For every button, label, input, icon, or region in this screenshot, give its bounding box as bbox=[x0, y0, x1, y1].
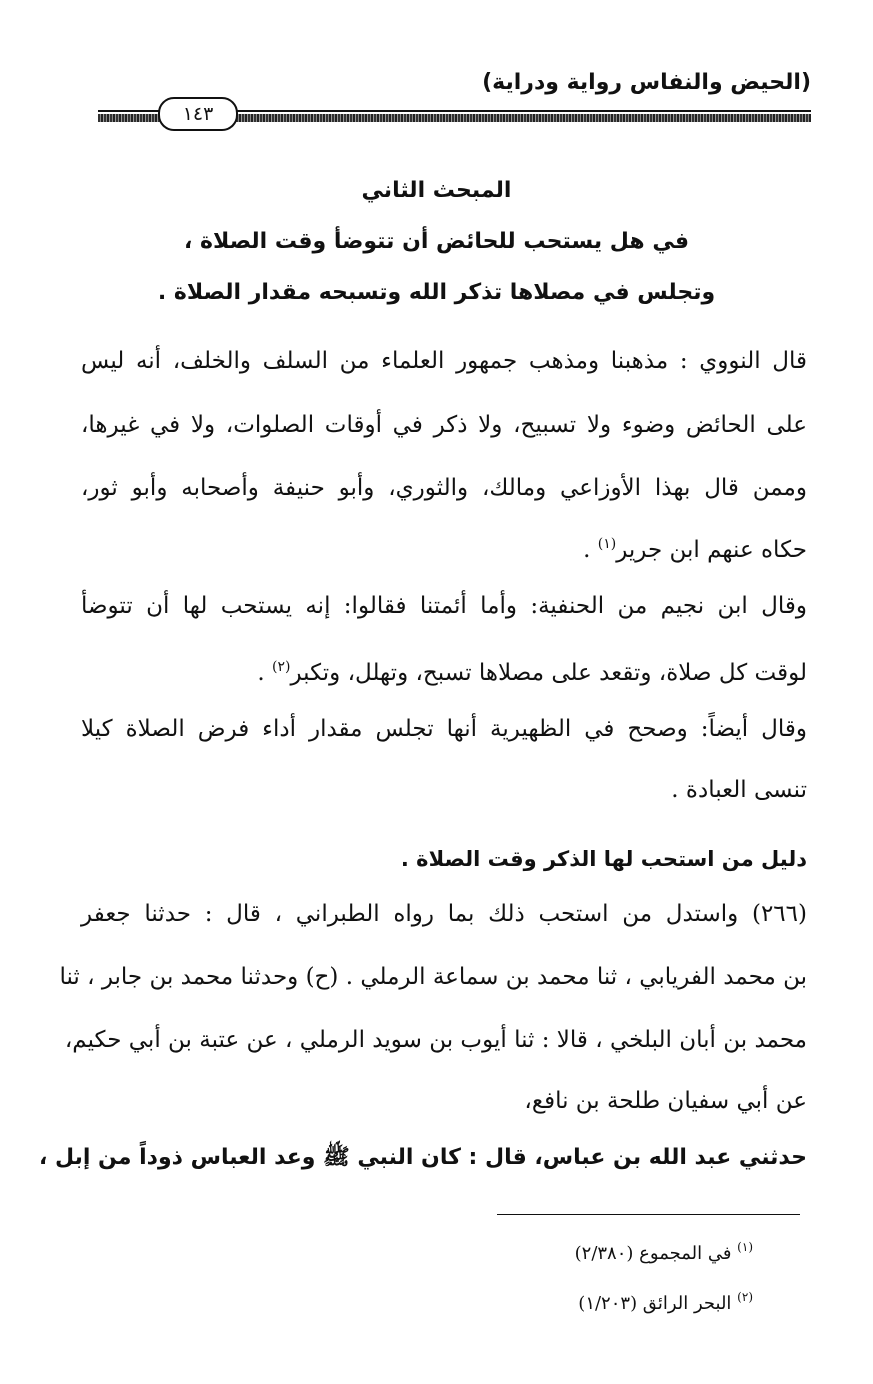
section-subtitle-line-1: في هل يستحب للحائض أن تتوضأ وقت الصلاة ، bbox=[183, 229, 689, 254]
footnote-text: البحر الرائق (١/٢٠٣) bbox=[578, 1293, 732, 1314]
footnote-1 bbox=[575, 1240, 753, 1264]
footnote-number: (٢) bbox=[737, 1290, 753, 1304]
body-line: بن محمد الفريابي ، ثنا محمد بن سماعة الرملي . (ح) وحدثنا محمد بن جابر ، ثنا bbox=[59, 964, 807, 990]
body-line-bold: حدثني عبد الله بن عباس، قال : كان النبي ﷺ وعد العباس ذوداً من إبل ، bbox=[38, 1145, 807, 1170]
body-text: لوقت كل صلاة، وتقعد على مصلاها تسبح، وتهلل، وتكبر bbox=[290, 660, 807, 686]
body-line bbox=[81, 650, 807, 690]
body-line: (٢٦٦) واستدل من استحب ذلك بما رواه الطبراني ، قال : حدثنا جعفر bbox=[81, 901, 807, 927]
footnote-separator bbox=[497, 1214, 800, 1215]
body-line: محمد بن أبان البلخي ، قالا : ثنا أيوب بن سويد الرملي ، عن عتبة بن أبي حكيم، bbox=[64, 1027, 807, 1053]
body-text: . bbox=[583, 537, 598, 563]
section-heading: المبحث الثاني bbox=[361, 178, 512, 203]
footnote-text: في المجموع (٢/٣٨٠) bbox=[574, 1243, 732, 1264]
body-line: تنسى العبادة . bbox=[671, 777, 807, 803]
page-number: ١٤٣ bbox=[158, 97, 238, 131]
body-line bbox=[81, 527, 807, 567]
subheading: دليل من استحب لها الذكر وقت الصلاة . bbox=[400, 847, 807, 871]
footnote-reference: (٢) bbox=[271, 659, 291, 675]
body-line: عن أبي سفيان طلحة بن نافع، bbox=[524, 1088, 807, 1114]
body-line: على الحائض وضوء ولا تسبيح، ولا ذكر في أوقات الصلوات، ولا في غيرها، bbox=[81, 412, 807, 438]
running-title: (الحيض والنفاس رواية ودراية) bbox=[482, 70, 811, 95]
body-line: وقال أيضاً: وصحح في الظهيرية أنها تجلس مقدار أداء فرض الصلاة كيلا bbox=[81, 716, 807, 742]
body-text: حكاه عنهم ابن جرير bbox=[616, 537, 807, 563]
body-line: قال النووي : مذهبنا ومذهب جمهور العلماء من السلف والخلف، أنه ليس bbox=[81, 348, 807, 374]
body-line: وقال ابن نجيم من الحنفية: وأما أئمتنا فقالوا: إنه يستحب لها أن تتوضأ bbox=[81, 593, 807, 619]
footnote-reference: (١) bbox=[597, 536, 617, 552]
footnote-2 bbox=[578, 1290, 753, 1314]
body-text: . bbox=[257, 660, 272, 686]
section-subtitle-line-2: وتجلس في مصلاها تذكر الله وتسبحه مقدار الصلاة . bbox=[157, 280, 716, 305]
body-line: وممن قال بهذا الأوزاعي ومالك، والثوري، وأبو حنيفة وأصحابه وأبو ثور، bbox=[81, 475, 807, 501]
footnote-number: (١) bbox=[737, 1240, 753, 1254]
